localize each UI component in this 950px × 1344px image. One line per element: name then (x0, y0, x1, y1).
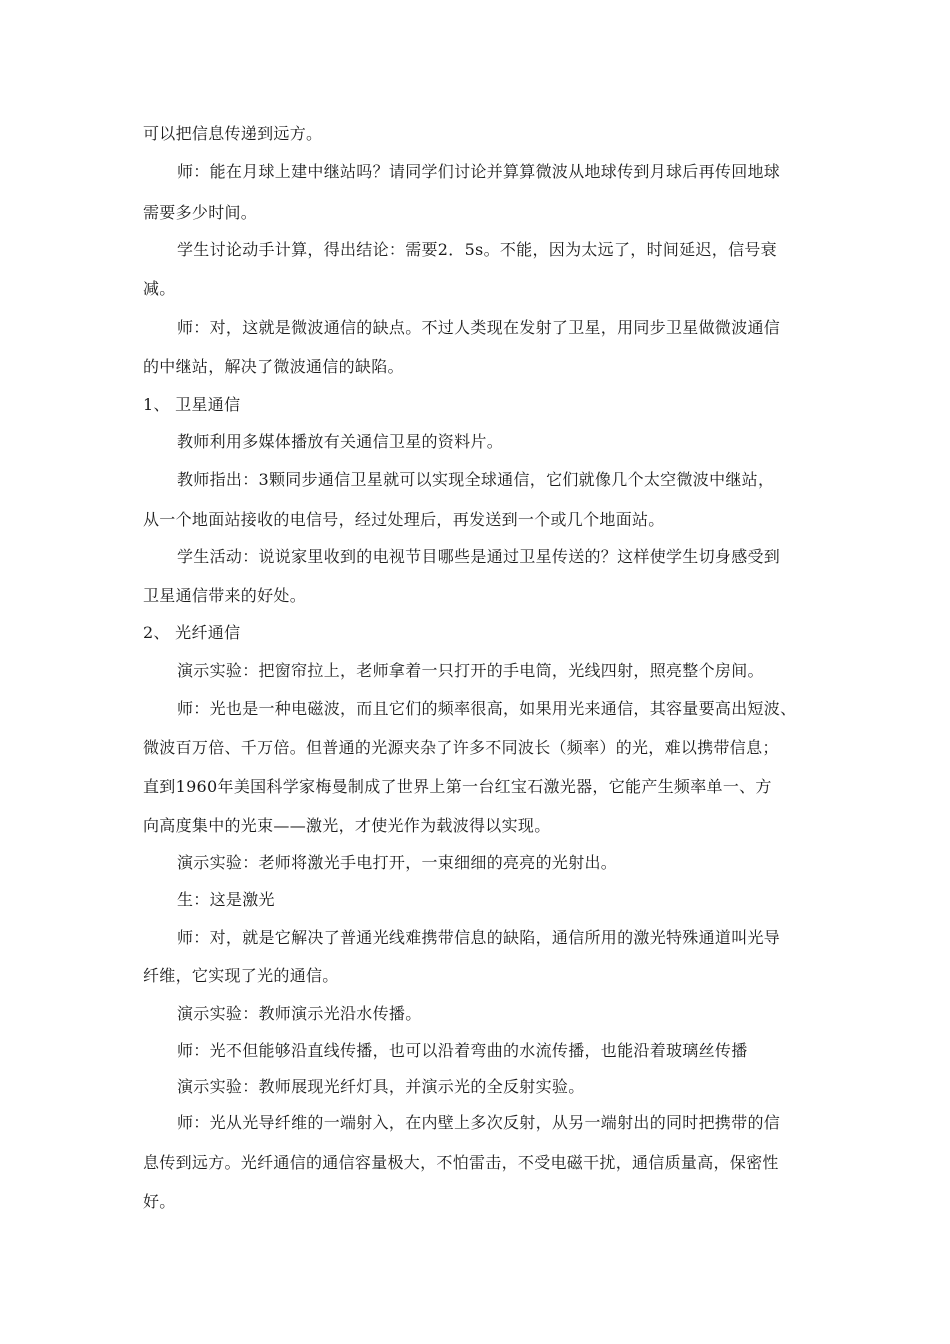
paragraph-line: 演示实验：教师演示光沿水传播。 (177, 1004, 422, 1023)
paragraph-line: 师：能在月球上建中继站吗？请同学们讨论并算算微波从地球传到月球后再传回地球 (177, 162, 781, 181)
paragraph-line: 学生活动：说说家里收到的电视节目哪些是通过卫星传送的？这样使学生切身感受到 (177, 547, 781, 566)
paragraph-line: 师：光也是一种电磁波，而且它们的频率很高，如果用光来通信，其容量要高出短波、 (177, 699, 797, 718)
paragraph-line: 演示实验：老师将激光手电打开，一束细细的亮亮的光射出。 (177, 853, 618, 872)
paragraph-line: 卫星通信带来的好处。 (143, 586, 307, 605)
paragraph-line: 学生讨论动手计算，得出结论：需要2．5s。不能，因为太远了，时间延迟，信号衰 (177, 240, 777, 259)
paragraph-line: 从一个地面站接收的电信号，经过处理后，再发送到一个或几个地面站。 (143, 510, 665, 529)
paragraph-line: 的中继站，解决了微波通信的缺陷。 (143, 357, 404, 376)
paragraph-line: 息传到远方。光纤通信的通信容量极大，不怕雷击，不受电磁干扰，通信质量高，保密性 (143, 1153, 779, 1172)
paragraph-line: 可以把信息传递到远方。 (143, 124, 323, 143)
section-heading: 1、 卫星通信 (143, 395, 241, 414)
paragraph-line: 演示实验：教师展现光纤灯具，并演示光的全反射实验。 (177, 1077, 585, 1096)
paragraph-line: 直到1960年美国科学家梅曼制成了世界上第一台红宝石激光器，它能产生频率单一、方 (143, 777, 772, 796)
paragraph-line: 减。 (143, 279, 176, 298)
paragraph-line: 好。 (143, 1192, 176, 1211)
paragraph-line: 师：对，就是它解决了普通光线难携带信息的缺陷，通信所用的激光特殊通道叫光导 (177, 928, 781, 947)
paragraph-line: 师：光不但能够沿直线传播，也可以沿着弯曲的水流传播，也能沿着玻璃丝传播 (177, 1041, 748, 1060)
paragraph-line: 向高度集中的光束——激光，才使光作为载波得以实现。 (143, 816, 551, 835)
section-heading: 2、 光纤通信 (143, 623, 241, 642)
paragraph-line: 纤维，它实现了光的通信。 (143, 966, 339, 985)
paragraph-line: 微波百万倍、千万倍。但普通的光源夹杂了许多不同波长（频率）的光，难以携带信息； (143, 738, 779, 757)
paragraph-line: 师：光从光导纤维的一端射入，在内壁上多次反射，从另一端射出的同时把携带的信 (177, 1113, 781, 1132)
paragraph-line: 教师利用多媒体播放有关通信卫星的资料片。 (177, 432, 504, 451)
paragraph-line: 需要多少时间。 (143, 203, 258, 222)
paragraph-line: 演示实验：把窗帘拉上，老师拿着一只打开的手电筒，光线四射，照亮整个房间。 (177, 661, 764, 680)
paragraph-line: 师：对，这就是微波通信的缺点。不过人类现在发射了卫星，用同步卫星做微波通信 (177, 318, 781, 337)
paragraph-line: 教师指出：3颗同步通信卫星就可以实现全球通信，它们就像几个太空微波中继站， (177, 470, 775, 489)
paragraph-line: 生：这是激光 (177, 890, 275, 909)
